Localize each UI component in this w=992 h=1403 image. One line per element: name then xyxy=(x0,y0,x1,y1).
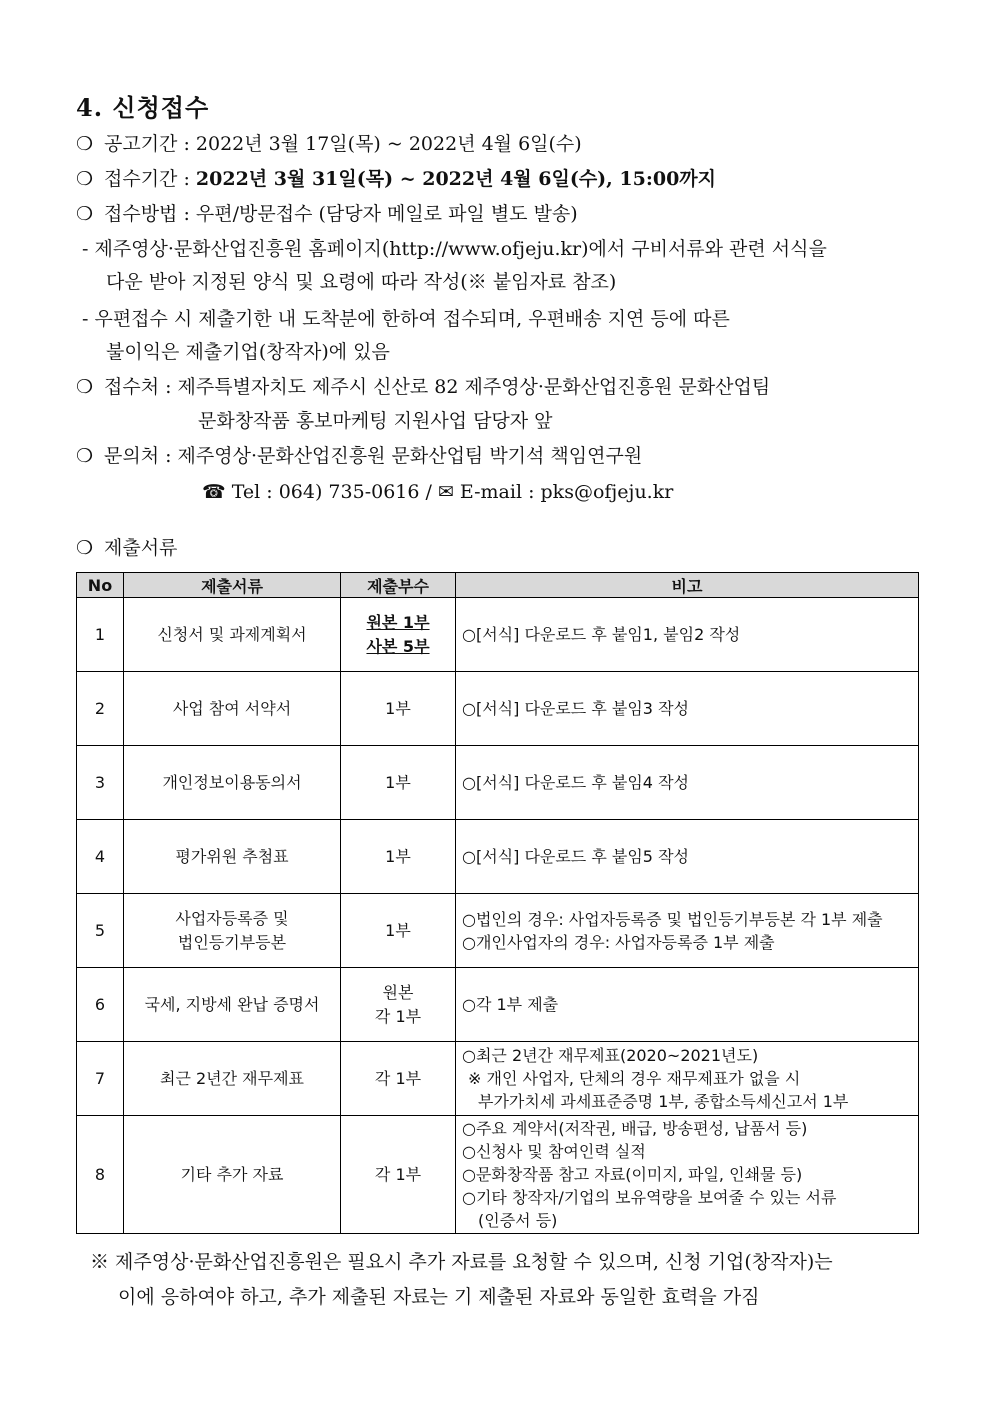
bullet-icon: ❍ xyxy=(76,376,94,398)
row-no: 5 xyxy=(77,894,124,968)
copies-line: 1부 xyxy=(385,698,411,718)
notice-period xyxy=(76,131,582,157)
row-remarks xyxy=(456,1042,919,1116)
remark-line: ○신청사 및 참여인력 실적 xyxy=(462,1142,646,1161)
row-remarks xyxy=(456,598,919,672)
remark-line: ○[서식] 다운로드 후 붙임1, 붙임2 작성 xyxy=(462,625,741,644)
copies-line: 원본 1부 xyxy=(366,612,430,632)
row-document: 기타 추가 자료 xyxy=(124,1116,341,1234)
row-remarks xyxy=(456,968,919,1042)
row-remarks xyxy=(456,746,919,820)
remark-line: ○기타 창작자/기업의 보유역량을 보여줄 수 있는 서류 xyxy=(462,1188,837,1207)
table-header-row xyxy=(77,573,919,598)
receipt-label: 접수기간 : xyxy=(104,168,190,190)
row-copies xyxy=(341,746,456,820)
table-row xyxy=(77,820,919,894)
row-copies xyxy=(341,1042,456,1116)
copies-line: 각 1부 xyxy=(374,1164,422,1184)
remark-line: ※ 개인 사업자, 단체의 경우 재무제표가 없을 시 xyxy=(468,1069,801,1088)
header-remarks: 비고 xyxy=(456,573,919,598)
remark-line: ○[서식] 다운로드 후 붙임5 작성 xyxy=(462,847,689,866)
row-no: 2 xyxy=(77,672,124,746)
copies-line: 각 1부 xyxy=(374,1068,422,1088)
table-row xyxy=(77,1042,919,1116)
row-document: 사업 참여 서약서 xyxy=(124,672,341,746)
remark-line: 부가가치세 과세표준증명 1부, 종합소득세신고서 1부 xyxy=(478,1092,849,1111)
docs-title xyxy=(76,535,177,561)
row-copies xyxy=(341,968,456,1042)
table-row xyxy=(77,598,919,672)
copies-line: 사본 5부 xyxy=(366,636,430,656)
remark-line: ○[서식] 다운로드 후 붙임3 작성 xyxy=(462,699,689,718)
table-row xyxy=(77,894,919,968)
row-remarks xyxy=(456,894,919,968)
dash-item-2b: 불이익은 제출기업(창작자)에 있음 xyxy=(106,341,390,363)
receipt-place-text: 접수처 : 제주특별자치도 제주시 신산로 82 제주영상·문화산업진흥원 문화산업팀 xyxy=(104,376,771,398)
docs-title-text: 제출서류 xyxy=(104,537,178,559)
bullet-icon: ❍ xyxy=(76,133,94,155)
row-no: 7 xyxy=(77,1042,124,1116)
row-remarks xyxy=(456,672,919,746)
table-row xyxy=(77,672,919,746)
row-remarks xyxy=(456,820,919,894)
footnote-line1: ※ 제주영상·문화산업진흥원은 필요시 추가 자료를 요청할 수 있으며, 신청 기업(창작자)는 xyxy=(90,1251,833,1273)
row-copies xyxy=(341,894,456,968)
receipt-method xyxy=(76,201,578,227)
row-document: 최근 2년간 재무제표 xyxy=(124,1042,341,1116)
remark-line: ○주요 계약서(저작권, 배급, 방송편성, 납품서 등) xyxy=(462,1119,808,1138)
bullet-icon: ❍ xyxy=(76,203,94,225)
row-document: 국세, 지방세 완납 증명서 xyxy=(124,968,341,1042)
remark-line: ○문화창작품 참고 자료(이미지, 파일, 인쇄물 등) xyxy=(462,1165,803,1184)
header-document: 제출서류 xyxy=(124,573,341,598)
row-no: 6 xyxy=(77,968,124,1042)
receipt-method-text: 접수방법 : 우편/방문접수 (담당자 메일로 파일 별도 발송) xyxy=(104,203,578,225)
receipt-place-line2: 문화창작품 홍보마케팅 지원사업 담당자 앞 xyxy=(198,410,553,432)
row-document: 개인정보이용동의서 xyxy=(124,746,341,820)
submission-table xyxy=(76,572,919,1234)
copies-line: 1부 xyxy=(385,772,411,792)
bullet-icon: ❍ xyxy=(76,445,94,467)
row-no: 4 xyxy=(77,820,124,894)
bullet-icon: ❍ xyxy=(76,537,94,559)
row-document: 평가위원 추첨표 xyxy=(124,820,341,894)
contact-phone-email: ☎ Tel : 064) 735-0616 / ✉ E-mail : pks@ofjeju.kr xyxy=(202,481,674,503)
receipt-period xyxy=(76,166,716,192)
remark-line: ○[서식] 다운로드 후 붙임4 작성 xyxy=(462,773,689,792)
section-title: 4. 신청접수 xyxy=(76,93,210,122)
notice-period-text: 공고기간 : 2022년 3월 17일(목) ~ 2022년 4월 6일(수) xyxy=(104,133,582,155)
remark-line: ○최근 2년간 재무제표(2020~2021년도) xyxy=(462,1046,759,1065)
contact-text: 문의처 : 제주영상·문화산업진흥원 문화산업팀 박기석 책임연구원 xyxy=(104,445,643,467)
receipt-value: 2022년 3월 31일(목) ~ 2022년 4월 6일(수), 15:00까지 xyxy=(195,168,717,190)
bullet-icon: ❍ xyxy=(76,168,94,190)
table-row xyxy=(77,746,919,820)
table-row xyxy=(77,968,919,1042)
copies-line: 1부 xyxy=(385,846,411,866)
row-copies xyxy=(341,820,456,894)
row-no: 1 xyxy=(77,598,124,672)
remark-line: ○법인의 경우: 사업자등록증 및 법인등기부등본 각 1부 제출 xyxy=(462,909,883,929)
dash-item-1a: - 제주영상·문화산업진흥원 홈페이지(http://www.ofjeju.kr)에서 구비서류와 관련 서식을 xyxy=(82,238,827,260)
receipt-place xyxy=(76,374,770,400)
row-copies xyxy=(341,1116,456,1234)
row-document: 사업자등록증 및 법인등기부등본 xyxy=(124,894,341,968)
row-copies xyxy=(341,598,456,672)
dash-item-1b: 다운 받아 지정된 양식 및 요령에 따라 작성(※ 붙임자료 참조) xyxy=(106,271,617,293)
row-remarks xyxy=(456,1116,919,1234)
footnote-line2: 이에 응하여야 하고, 추가 제출된 자료는 기 제출된 자료와 동일한 효력을 가짐 xyxy=(118,1286,760,1308)
row-copies xyxy=(341,672,456,746)
table-row xyxy=(77,1116,919,1234)
copies-line: 원본 xyxy=(382,982,414,1002)
dash-item-2a: - 우편접수 시 제출기한 내 도착분에 한하여 접수되며, 우편배송 지연 등에 따른 xyxy=(82,308,730,330)
copies-line: 각 1부 xyxy=(374,1006,422,1026)
remark-line: ○개인사업자의 경우: 사업자등록증 1부 제출 xyxy=(462,932,775,952)
row-no: 8 xyxy=(77,1116,124,1234)
remark-line: ○각 1부 제출 xyxy=(462,995,559,1014)
header-copies: 제출부수 xyxy=(341,573,456,598)
contact xyxy=(76,443,642,469)
row-no: 3 xyxy=(77,746,124,820)
remark-line: (인증서 등) xyxy=(478,1211,558,1230)
row-document: 신청서 및 과제계획서 xyxy=(124,598,341,672)
copies-line: 1부 xyxy=(385,920,411,940)
header-no: No xyxy=(77,573,124,598)
